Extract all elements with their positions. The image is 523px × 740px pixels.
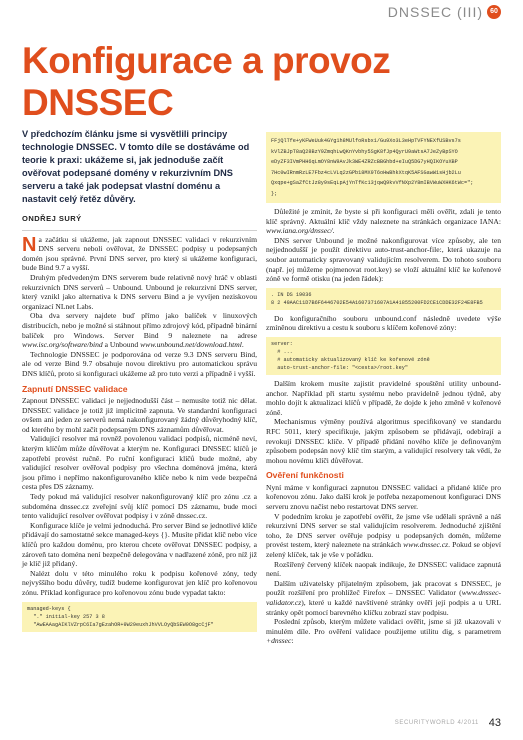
paragraph: Druhým předvedeným DNS serverem bude relativně nový hráč v oblasti rekurzivních DNS serverů – Unbound. Unbound je rekurzivní DNS server, který vznikl jako alternativa k DNS serveru Bind a je vyvíjen neziskovou organizací NLnet Labs.	[22, 272, 257, 311]
left-column	[22, 128, 257, 636]
code-block-key: FFjQlTfe+yKFWeUuk4GYg1h8MUlfoRsbx1/Gu9Xo3L3eHpTVFYNEXfUSBvs7s kVlZBJpT8aQ28BzY9ZmqhLwQKnYvbhy5SgK8fJp4QyrU9aWtsA7JeZyBpSYO eDyZF3IVmPHH6qLmOY8nW9AvJk3WE4ZRZcBBGhbd+eIuQ5DG7yHQIKOYuXBP 7Hc0wIRnmRzLE7Fbz4cLVLq2zGPb18MX9T6oHwBhkXtqK5AFSGawW1sHjb2Lu Qxqpe+gSaZfCtJz8y9sEqLpAjYnTfKc13jqwQ9kvVfNXp2Y8mIBVWuWXHK6tWc="; };	[266, 132, 501, 203]
link-dnssec-cz[interactable]: www.dnssec.cz	[403, 540, 449, 550]
paragraph: Zapnout DNSSEC validaci je nejjednodušší část – nemusíte totiž nic dělat. DNSSEC validace je totiž již implicitně zapnuta. Ve standardní konfiguraci ovšem ani jeden ze serverů nemá nakonfigurovaný žádný důvěryhodný klíč, od kterého by mohl začít podepsaným DNS záznamům důvěřovat.	[22, 396, 257, 434]
paragraph: Důležité je zmínit, že byste si při konfiguraci měli ověřit, zdali je tento klíč správný. Aktuální klíč vždy naleznete na stránkách organizace IANA: www.iana.org/dnssec/.	[266, 207, 501, 236]
paragraph: Dalším uživatelsky přijatelným způsobem, jak pracovat s DNSSEC, je použít rozšíření pro prohlížeč Firefox – DNSSEC Validator (www.dnssec-validator.cz), které u každé navštívené stránky ověří její podpis a u URL stránky opět pomocí barevného klíčku zobrazí stav podpisu.	[266, 578, 501, 617]
link-unbound[interactable]: www.unbound.net/download.html	[140, 340, 242, 350]
page-number: 43	[488, 717, 501, 729]
link-iana[interactable]: www.iana.org/dnssec/	[266, 226, 333, 236]
right-column	[266, 128, 501, 646]
paragraph: Rozšířený červený klíček naopak indikuje, že DNSSEC validace zapnutá není.	[266, 559, 501, 579]
paragraph: Nalézt dolu v této minulého roku k podpisu kořenové zóny, tedy nejvyššího bodu důvěry, tudíž budeme konfigurovat jen klíč pro kořenovou zónu. Příklad konfigurace pro kořenovou zónu bude vypadat takto:	[22, 568, 257, 597]
paragraph: Poslední způsob, kterým můžete validaci ověřit, jsme si již ukazovali v minulém díle. Pro ověření validace použijeme utilitu dig, s parametrem +dnssec:	[266, 617, 501, 646]
page-header	[0, 0, 523, 22]
article-lead: V předchozím článku jsme si vysvětlili principy technologie DNSSEC. V tomto díle se dostáváme od teorie k praxi: ukážeme si, jak jednoduše začít ověřovat podepsané domény v rekurzivním DNS serveru a také jak podepsat vlastní doménu a nastavit celý řetěz důvěry.	[22, 129, 250, 204]
paragraph: Technologie DNSSEC je podporována od verze 9.3 DNS serveru Bind, ale od verze Bind 9.7 obsahuje novou direktivu pro automatickou správu DNS klíčů, proto si konfiguraci ukážeme až pro tuto verzi a případně i vyšší.	[22, 349, 257, 378]
link-bind[interactable]: www.isc.org/software/bind	[22, 340, 103, 350]
intro-paragraph: Na začátku si ukážeme, jak zapnout DNSSEC validaci v rekurzivním DNS serveru neboli ověřovat, že DNSSEC podpisy u podepsaných domén jsou správné. První DNS server, pro který si ukážeme konfiguraci, bude Bind 9.7 a vyšší.	[22, 233, 257, 273]
drop-cap: N	[22, 233, 37, 256]
section-badge: 60	[487, 5, 501, 19]
paragraph: Do konfiguračního souboru unbound.conf následně uvedete výše zmíněnou direktivu a cestu k souboru s klíčem kořenové zóny:	[266, 313, 501, 333]
paragraph: Dalším krokem musíte zajistit pravidelné spouštění utility unbound-anchor. Například při startu systému nebo pravidelně jednou týdně, aby mohlo dojít k aktualizaci klíčů v případě, že dojde k jeho změně v kořenové zóně.	[266, 378, 501, 417]
article-title: Konfigurace a provoz DNSSEC	[22, 40, 391, 123]
section-heading: Zapnutí DNSSEC validace	[22, 383, 128, 394]
paragraph: Oba dva servery najdete buď přímo jako balíček v linuxových distribucích, nebo je možné si stáhnout přímo zdrojový kód, případně binární balíček pro Windows. Server Bind 9 naleznete na adrese www.isc.org/software/bind a Unbound www.unbound.net/download.html.	[22, 311, 257, 350]
paragraph: Mechanismus výměny používá algoritmus specifikovaný ve standardu RFC 5011, který specifikuje, jakým způsobem se přidávají, odebírají a revokují DNSSEC klíče. V případě přidání nového klíče je definovaným způsobem podepsán nový klíč tím starým, a validující resolvery tak vědí, že mohou novému klíči důvěřovat.	[266, 417, 501, 465]
author-byline: ONDŘEJ SURÝ	[22, 214, 82, 223]
byline-divider	[22, 230, 257, 231]
section-heading: Ověření funkčnosti	[266, 470, 344, 481]
paragraph: V podedním kroku je zapotřebí ověřit, že jsme vše udělali správně a náš rekurzivní DNS server se stal validujícím resolverem. Jednoduché zjištění toho, že DNS server ověřuje podpisy u podepsaných domén, můžeme provést testem, který naleznete na stránkách www.dnssec.cz. Pokud se objeví zelený klíček, tak je vše v pořádku.	[266, 511, 501, 560]
paragraph: DNS server Unbound je možné nakonfigurovat více způsoby, ale ten nejjednodušší je použít direktivu auto-trust-anchor-file:, která ukazuje na soubor automaticky spravovaný validujícím resolverem. Do tohoto souboru (např. jej můžeme pojmenovat root.key) se vloží aktuální klíč ke kořenové zóně ve formě otisku (na jeden řádek):	[266, 235, 501, 284]
paragraph: Tedy pokud má validující resolver nakonfigurovaný klíč pro zónu .cz a subdoména dnssec.cz zveřejní svůj klíč pomocí DS záznamu, bude moci tento validující resolver ověřovat podpisy i v zóně dnssec.cz.	[22, 492, 257, 521]
paragraph: Konfigurace klíče je velmi jednoduchá. Pro server Bind se jednotlivé klíče přidávají do samostatné sekce managed-keys {}. Musíte přidat klíč nebo více klíčů pro každou doménu, pro kterou chcete ověřovat DNSSEC podpisy, a zároveň tato doména není bezpečně delegována v nadřazené zóně, pro níž již je klíč již přidaný.	[22, 520, 257, 569]
code-block-ds: . IN DS 19036 8 2 49AAC11D7B6F6446702E54A1607371607A1A41855200FD2CE1CDDE32F24E8FB5	[266, 288, 501, 310]
paragraph: Nyní máme v konfiguraci zapnutou DNSSEC validaci a přidané klíče pro kořenovou zónu. Jako další krok je potřeba nezapomenout konfiguraci DNS serveru znovu načíst nebo restartovat DNS server.	[266, 482, 501, 512]
link-validator[interactable]: www.dnssec-validator.cz	[266, 588, 501, 607]
code-block-bind: managed-keys { "." initial-key 257 3 8 "AwEAAagAIKlVZrpC6Ia7gEzahOR+9W29euxhJhVVLOyQbSEW0O8gcCjF"	[22, 602, 257, 632]
code-block-unbound: server: # ... # automaticky aktualizovaný klíč ke kořenové zóně auto-trust-anchor-file: "<cesta>/root.key"	[266, 337, 501, 375]
section-title: DNSSEC (III)	[387, 4, 483, 20]
publication-name: SECURITYWORLD 4/2011	[394, 720, 479, 726]
paragraph: Validující resolver má rovněž povolenou validaci podpisů, nicméně neví, kterým klíčům může důvěřovat a kterým ne. Konfiguraci DNSSEC klíčů je zapotřebí provést ručně. Po ruční konfiguraci klíčů bude možné, aby validující resolver ověřoval podpisy pro všechna doménová jména, která jsou přímo i nepřímo nakonfigurovaného klíče nebo k nim vede bezpečná cesta přes DS záznamy.	[22, 434, 257, 492]
